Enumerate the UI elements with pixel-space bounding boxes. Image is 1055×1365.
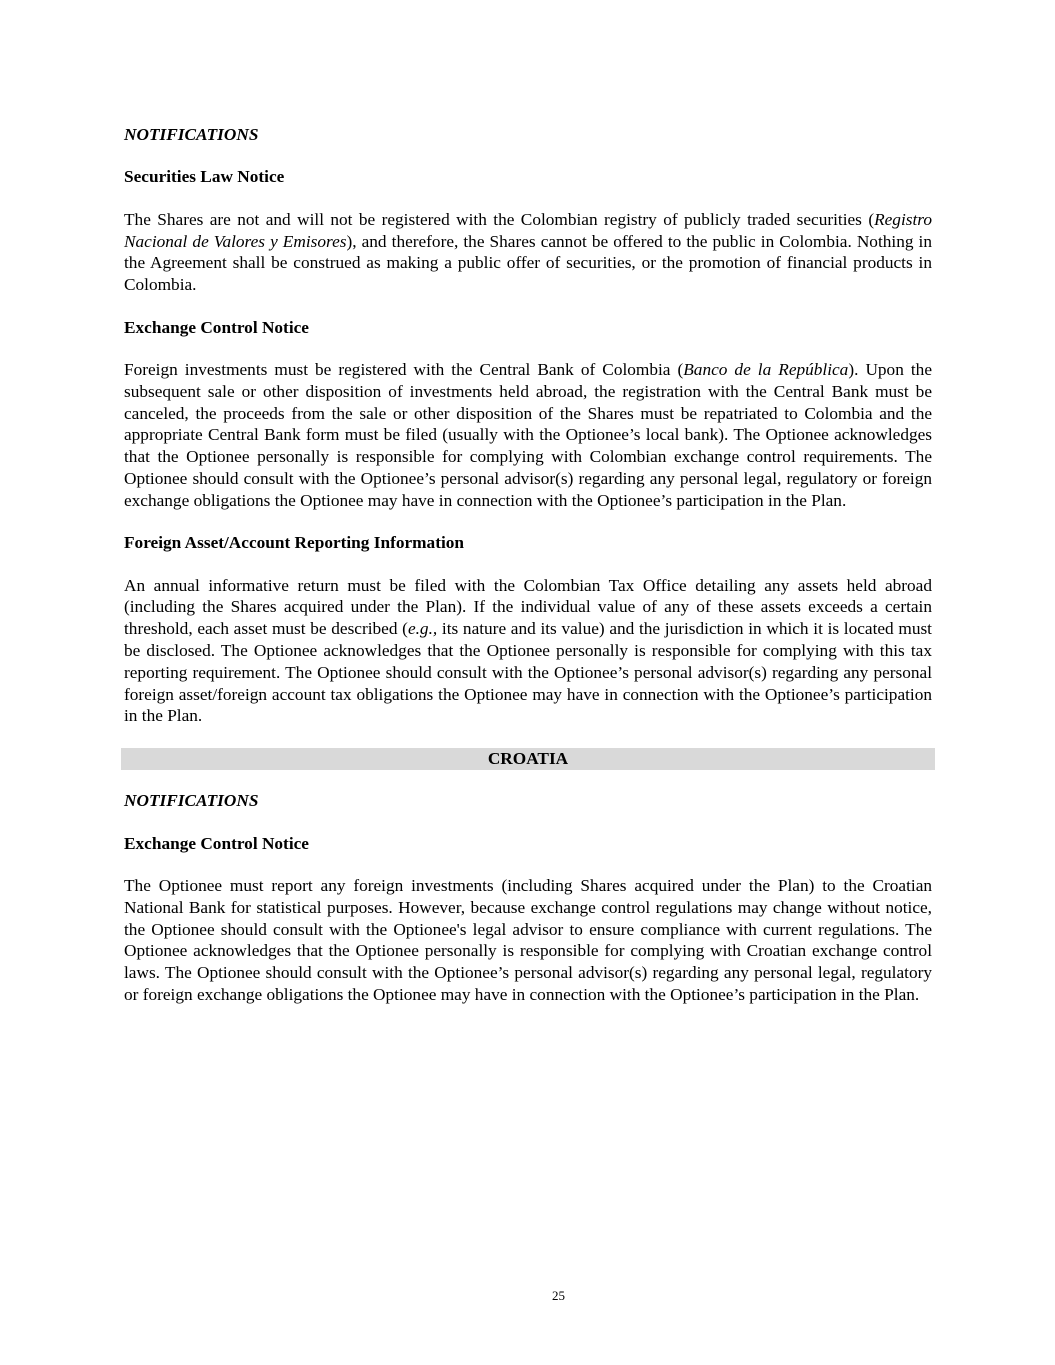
securities-law-notice-heading: Securities Law Notice (124, 167, 285, 187)
exchange-control-paragraph: Foreign investments must be registered with the Central Bank of Colombia (Banco de la República). Upon the subsequent sale or other disposition of investments held abroad, the registration with the Central Bank must be canceled, the proceeds from the sale or other disposition of the Shares must be repatriated to Colombia and the appropriate Central Bank form must be filed (usually with the Optionee’s local bank). The Optionee acknowledges that the Optionee personally is responsible for complying with Colombian exchange control requirements. The Optionee should consult with the Optionee’s personal advisor(s) regarding any personal legal, regulatory or foreign exchange obligations the Optionee may have in connection with the Optionee’s participation in the Plan. (124, 359, 932, 510)
page-number: 25 (552, 1288, 565, 1303)
exchange-control-notice-heading: Exchange Control Notice (124, 317, 309, 337)
foreign-asset-reporting-paragraph: An annual informative return must be filed with the Colombian Tax Office detailing any assets held abroad (including the Shares acquired under the Plan). If the individual value of any of these assets exceeds a certain threshold, each asset must be described (e.g., its nature and its value) and the jurisdiction in which it is located must be disclosed. The Optionee acknowledges that the Optionee personally is responsible for complying with this tax reporting requirement. The Optionee should consult with the Optionee’s personal advisor(s) regarding any personal foreign asset/foreign account tax obligations the Optionee may have in connection with the Optionee’s participation in the Plan. (124, 575, 932, 726)
notifications-heading: NOTIFICATIONS (124, 125, 259, 144)
country-banner-croatia: CROATIA (121, 748, 935, 770)
croatia-exchange-control-paragraph: The Optionee must report any foreign investments (including Shares acquired under the Plan) to the Croatian National Bank for statistical purposes. However, because exchange control regulations may change without notice, the Optionee should consult with the Optionee's legal advisor to ensure compliance with current regulations. The Optionee acknowledges that the Optionee personally is responsible for complying with Croatian exchange control laws. The Optionee should consult with the Optionee’s personal advisor(s) regarding any personal legal, regulatory or foreign exchange obligations the Optionee may have in connection with the Optionee’s participation in the Plan. (124, 876, 932, 1005)
securities-law-paragraph: The Shares are not and will not be registered with the Colombian registry of publicly traded securities (Registro Nacional de Valores y Emisores), and therefore, the Shares cannot be offered to the public in Colombia. Nothing in the Agreement shall be construed as making a public offer of securities, or the promotion of financial products in Colombia. (124, 209, 932, 295)
foreign-asset-reporting-heading: Foreign Asset/Account Reporting Information (124, 533, 465, 553)
croatia-notifications-heading: NOTIFICATIONS (124, 791, 259, 811)
document-page (124, 124, 932, 1006)
croatia-exchange-control-heading: Exchange Control Notice (124, 833, 309, 853)
